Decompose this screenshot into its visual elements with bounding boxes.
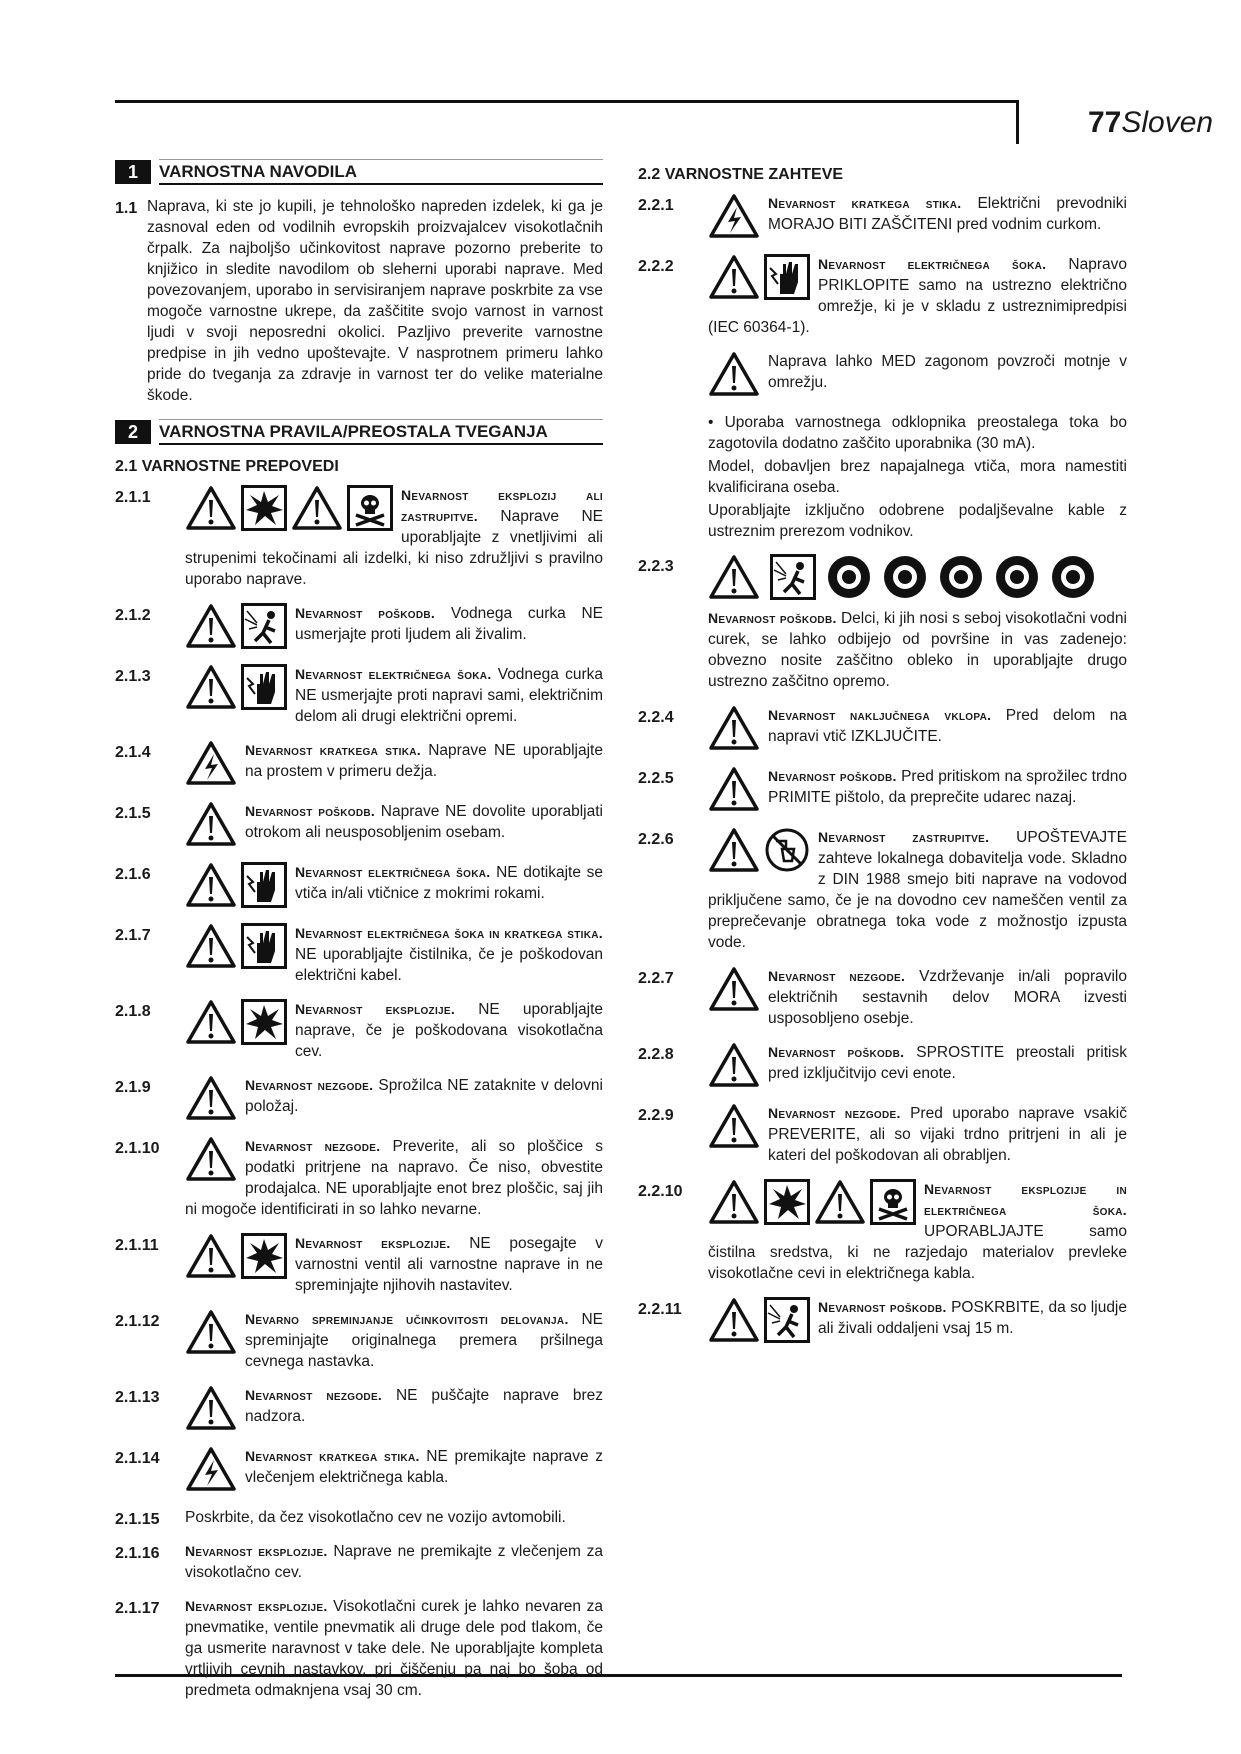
item-text: Naprave NE uporabljajte na prostem v primeru dežja. bbox=[245, 742, 603, 780]
warning-icon bbox=[708, 1103, 760, 1149]
item-number: 2.2.4 bbox=[638, 709, 674, 726]
warning-icon bbox=[708, 554, 760, 600]
hazard-icons bbox=[185, 664, 287, 710]
item-text: Pred uporabo naprave vsakič PREVERITE, ali so vijaki trdno pritrjeni in ali je kateri del poškodovan ali obrabljen. bbox=[768, 1105, 1127, 1164]
warning-icon bbox=[708, 766, 760, 812]
gloves-icon bbox=[994, 554, 1040, 600]
ppe-icons bbox=[708, 554, 1127, 600]
item-number: 2.1.3 bbox=[115, 668, 151, 685]
item-text: NE dotikajte se vtiča in/ali vtičnice z mokrimi rokami. bbox=[295, 864, 603, 902]
section-2-heading bbox=[115, 420, 603, 444]
item-text: 1 bbox=[115, 160, 151, 184]
item-1-1 bbox=[115, 196, 603, 406]
page-number bbox=[1088, 106, 1213, 140]
warning-icon bbox=[185, 1136, 237, 1182]
item-number: 2.1.11 bbox=[115, 1237, 159, 1254]
hazard-icons bbox=[185, 999, 287, 1045]
item-text: VARNOSTNA PRAVILA/PREOSTALA TVEGANJA bbox=[159, 419, 603, 445]
warning-icon bbox=[708, 705, 760, 751]
hazard-icons bbox=[708, 1179, 916, 1225]
item-text: Sloven bbox=[1121, 106, 1214, 139]
item-text: Pred delom na napravi vtič IZKLJUČITE. bbox=[768, 707, 1127, 745]
item-2-2-10 bbox=[638, 1179, 1127, 1284]
item-2-1-15 bbox=[115, 1507, 603, 1528]
item-2-1-10 bbox=[115, 1136, 603, 1220]
high-voltage-icon bbox=[185, 1446, 237, 1492]
item-text: Uporabljajte izključno odobrene podaljševalne kable z ustreznim prerezom vodnikov. bbox=[708, 502, 1127, 540]
item-number: 2.1.15 bbox=[115, 1511, 160, 1528]
warning-icon bbox=[185, 999, 237, 1045]
item-text: NE posegajte v varnostni ventil ali varnostne naprave in ne spreminjajte njihovih nastavitev. bbox=[295, 1235, 603, 1294]
item-number: 1.1 bbox=[115, 200, 138, 217]
warning-icon bbox=[185, 862, 237, 908]
hazard-icons bbox=[185, 485, 393, 531]
warning-icon bbox=[185, 603, 237, 649]
electric-shock-icon bbox=[241, 923, 287, 969]
item-number: 2.1.1 bbox=[115, 489, 151, 506]
warning-icon bbox=[185, 1309, 237, 1355]
warning-icon bbox=[708, 1297, 760, 1343]
requirements-notes bbox=[638, 412, 1127, 542]
hazard-label: Nevarnost kratkega stika. bbox=[245, 742, 421, 758]
hazard-icons bbox=[708, 254, 810, 300]
warning-icon bbox=[708, 827, 760, 873]
item-number: 2.1.13 bbox=[115, 1389, 160, 1406]
warning-icon bbox=[185, 923, 237, 969]
item-2-2-8 bbox=[638, 1042, 1127, 1090]
item-2-2-3 bbox=[638, 554, 1127, 692]
right-column bbox=[638, 160, 1127, 1358]
item-number: 2.1.17 bbox=[115, 1600, 160, 1617]
item-2-1-12 bbox=[115, 1309, 603, 1372]
item-text: NE spreminjajte originalnega premera pršilnega cevnega nastavka. bbox=[245, 1311, 603, 1370]
hazard-icons bbox=[185, 603, 287, 649]
item-2-1-14 bbox=[115, 1446, 603, 1494]
goggles-icon bbox=[1050, 554, 1096, 600]
item-text: NE premikajte naprave z vlečenjem električnega kabla. bbox=[245, 1448, 603, 1486]
item-text: Preverite, ali so ploščice s podatki pritrjene na napravo. Če niso, obvestite prodajalca. NE uporabljajte enot brez ploščic, saj jih ni mogoče identificirati in so lahko nevarne. bbox=[185, 1138, 603, 1218]
item-text: NE uporabljajte naprave, če je poškodovana visokotlačna cev. bbox=[295, 1001, 603, 1060]
item-number: 2.2.3 bbox=[638, 558, 674, 575]
header-rule bbox=[115, 100, 1018, 103]
high-voltage-icon bbox=[185, 740, 237, 786]
hazard-label: Nevarnost eksplozij ali zastrupitve. bbox=[401, 487, 603, 524]
item-2-2-7 bbox=[638, 966, 1127, 1029]
item-text: Sprožilca NE zataknite v delovni položaj. bbox=[245, 1077, 603, 1115]
warning-icon bbox=[185, 1075, 237, 1121]
header-rule-tick bbox=[1016, 100, 1019, 144]
item-2-1-11 bbox=[115, 1233, 603, 1296]
item-number: 2.2.8 bbox=[638, 1046, 674, 1063]
hazard-label: Nevarnost kratkega stika. bbox=[768, 195, 962, 211]
explosion-icon bbox=[241, 1233, 287, 1279]
warning-icon bbox=[708, 1179, 760, 1225]
warning-icon bbox=[185, 664, 237, 710]
item-text: 77 bbox=[1088, 106, 1122, 139]
toxic-icon bbox=[347, 485, 393, 531]
hazard-label: Nevarnost nezgode. bbox=[768, 1105, 901, 1121]
item-text: Naprave NE dovolite uporabljati otrokom ali neusposobljenim osebam. bbox=[245, 803, 603, 841]
item-text: • Uporaba varnostnega odklopnika preostalega toka bo zagotovila dodatno zaščito uporabnika (30 mA). bbox=[708, 414, 1127, 452]
electric-shock-icon bbox=[241, 862, 287, 908]
item-text: Model, dobavljen brez napajalnega vtiča, mora namestiti kvalificirana oseba. bbox=[708, 458, 1127, 496]
warning-icon bbox=[185, 1233, 237, 1279]
hazard-icons bbox=[185, 1385, 237, 1431]
hazard-label: Nevarnost poškodb. bbox=[768, 768, 897, 784]
warning-icon bbox=[708, 254, 760, 300]
hazard-icons bbox=[185, 1233, 287, 1279]
warning-icon bbox=[708, 1042, 760, 1088]
item-number: 2.2.5 bbox=[638, 770, 674, 787]
subsection-2-1-title: 2.1 VARNOSTNE PREPOVEDI bbox=[115, 458, 339, 475]
hazard-icons bbox=[185, 923, 287, 969]
item-text: Visokotlačni curek je lahko nevaren za pnevmatike, ventile pnevmatik ali druge dele pod tlakom, če ga usmerite naravnost v take dele. Ne uporabljajte kompleta vrtljivih cevnih nastavkov, pri čiščenju pa naj bo šoba od predmeta odmaknjena vsaj 30 cm. bbox=[185, 1598, 603, 1699]
hazard-icons bbox=[185, 1075, 237, 1121]
item-text: POSKRBITE, da so ljudje ali živali oddaljeni vsaj 15 m. bbox=[818, 1299, 1127, 1337]
item-2-1-7 bbox=[115, 923, 603, 986]
item-text: Napravo PRIKLOPITE samo na ustrezno električno omrežje, ki je v skladu z ustreznimipredpisi (IEC 60364-1). bbox=[708, 256, 1127, 336]
hazard-icons bbox=[708, 351, 760, 397]
hazard-label: Nevarnost poškodb. bbox=[245, 803, 376, 819]
item-number: 2.1.10 bbox=[115, 1140, 160, 1157]
item-number: 2.2.6 bbox=[638, 831, 674, 848]
item-2-1-16 bbox=[115, 1541, 603, 1583]
warning-icon bbox=[708, 966, 760, 1012]
item-2-1-1 bbox=[115, 485, 603, 590]
ear-protection-icon bbox=[938, 554, 984, 600]
hazard-label: Nevarnost eksplozije. bbox=[185, 1543, 328, 1559]
item-number: 2.2.9 bbox=[638, 1107, 674, 1124]
item-text: Vodnega curka NE usmerjajte proti ljudem ali živalim. bbox=[295, 605, 604, 643]
item-number: 2.1.4 bbox=[115, 744, 151, 761]
item-number: 2.1.8 bbox=[115, 1003, 151, 1020]
spray-person-icon bbox=[764, 1297, 810, 1343]
item-number: 2.2.1 bbox=[638, 197, 674, 214]
hazard-label: Nevarnost električnega šoka. bbox=[818, 256, 1047, 272]
item-text: NE uporabljajte čistilnika, če je poškodovan električni kabel. bbox=[295, 946, 603, 984]
section-1-heading bbox=[115, 160, 603, 184]
item-text: Naprave ne premikajte z vlečenjem za visokotlačno cev. bbox=[185, 1543, 603, 1581]
warning-icon bbox=[291, 485, 343, 531]
hazard-label: Nevarnost eksplozije. bbox=[185, 1598, 328, 1614]
hazard-label: Nevarnost električnega šoka. bbox=[295, 864, 491, 880]
item-number: 2.2.2 bbox=[638, 258, 674, 275]
warning-icon bbox=[708, 351, 760, 397]
hazard-label: Nevarnost električnega šoka. bbox=[295, 666, 492, 682]
item-2-1-2 bbox=[115, 603, 603, 651]
electric-shock-icon bbox=[241, 664, 287, 710]
item-2-2-2-note bbox=[638, 351, 1127, 399]
item-number: 2.1.14 bbox=[115, 1450, 160, 1467]
warning-icon bbox=[185, 485, 237, 531]
hazard-label: Nevarnost nezgode. bbox=[245, 1077, 374, 1093]
warning-icon bbox=[814, 1179, 866, 1225]
hazard-label: Nevarnost kratkega stika. bbox=[245, 1448, 420, 1464]
item-number: 2.1.7 bbox=[115, 927, 151, 944]
spray-person-icon bbox=[241, 603, 287, 649]
explosion-icon bbox=[241, 485, 287, 531]
item-text: Vodnega curka NE usmerjajte proti napravi sami, električnim delom ali drugi električni opremi. bbox=[295, 666, 603, 725]
item-number: 2.1.16 bbox=[115, 1545, 160, 1562]
item-2-1-5 bbox=[115, 801, 603, 849]
hazard-icons bbox=[708, 705, 760, 751]
hazard-label: Nevarnost električnega šoka in kratkega stika. bbox=[295, 925, 603, 941]
item-text: Naprava lahko MED zagonom povzroči motnje v omrežju. bbox=[768, 353, 1127, 391]
item-2-2-2 bbox=[638, 254, 1127, 338]
hazard-label: Nevarnost eksplozije. bbox=[295, 1235, 451, 1251]
item-text: NE puščajte naprave brez nadzora. bbox=[245, 1387, 604, 1425]
subsection-2-2-title: 2.2 VARNOSTNE ZAHTEVE bbox=[638, 166, 844, 183]
hazard-icons bbox=[185, 740, 237, 786]
hazard-label: Nevarnost nezgode. bbox=[768, 968, 906, 984]
item-2-1-8 bbox=[115, 999, 603, 1062]
item-number: 2.1.5 bbox=[115, 805, 151, 822]
hazard-icons bbox=[708, 766, 760, 812]
explosion-icon bbox=[241, 999, 287, 1045]
item-2-2-11 bbox=[638, 1297, 1127, 1345]
item-number: 2.1.2 bbox=[115, 607, 151, 624]
electric-shock-icon bbox=[764, 254, 810, 300]
item-2-2-5 bbox=[638, 766, 1127, 814]
item-2-1-13 bbox=[115, 1385, 603, 1433]
hazard-icons bbox=[185, 1136, 237, 1182]
item-2-1-17 bbox=[115, 1596, 603, 1701]
warning-icon bbox=[185, 1385, 237, 1431]
hazard-icons bbox=[185, 801, 237, 847]
hazard-label: Nevarnost poškodb. bbox=[295, 605, 436, 621]
left-column bbox=[115, 160, 603, 1714]
hazard-label: Nevarnost eksplozije. bbox=[295, 1001, 456, 1017]
hazard-label: Nevarnost poškodb. bbox=[708, 610, 837, 626]
toxic-icon bbox=[870, 1179, 916, 1225]
item-number: 2.2.7 bbox=[638, 970, 674, 987]
item-number: 2.1.9 bbox=[115, 1079, 151, 1096]
item-2-2-4 bbox=[638, 705, 1127, 753]
item-text: UPORABLJAJTE samo čistilna sredstva, ki ne razjedajo materialov prevleke visokotlačne cevi in električnega kabla. bbox=[708, 1223, 1127, 1282]
item-text: UPOŠTEVAJTE zahteve lokalnega dobavitelja vode. Skladno z DIN 1988 smejo biti naprave na vodovod priključene samo, če je na dovodno cev nameščen ventil za preprečevanje obratnega toka vode z možnostjo izpusta vode. bbox=[708, 829, 1127, 951]
hazard-icons bbox=[708, 1042, 760, 1088]
item-text: Pred pritiskom na sprožilec trdno PRIMITE pištolo, da preprečite udarec nazaj. bbox=[768, 768, 1128, 806]
item-text: Električni prevodniki MORAJO BITI ZAŠČITENI pred vodnim curkom. bbox=[768, 195, 1127, 233]
hazard-icons bbox=[708, 966, 760, 1012]
high-voltage-icon bbox=[708, 193, 760, 239]
item-2-2-9 bbox=[638, 1103, 1127, 1166]
hazard-icons bbox=[708, 193, 760, 239]
no-drinking-water-icon bbox=[764, 827, 810, 873]
item-text: SPROSTITE preostali pritisk pred izključitvijo cevi enote. bbox=[768, 1044, 1127, 1082]
hazard-label: Nevarno spreminjanje učinkovitosti delovanja. bbox=[245, 1311, 569, 1327]
protective-clothing-icon bbox=[826, 554, 872, 600]
hazard-label: Nevarnost naključnega vklopa. bbox=[768, 707, 992, 723]
hazard-label: Nevarnost nezgode. bbox=[245, 1387, 383, 1403]
hazard-icons bbox=[185, 1446, 237, 1492]
item-text: Delci, ki jih nosi s seboj visokotlačni vodni curek, se lahko odbijejo od površine in vas zadenejo: obvezno nosite zaščitno obleko in uporabljajte drugo ustrezno zaščitno opremo. bbox=[708, 610, 1127, 690]
hazard-icons bbox=[185, 1309, 237, 1355]
item-2-1-3 bbox=[115, 664, 603, 727]
item-text: 2 bbox=[115, 420, 151, 444]
item-2-1-9 bbox=[115, 1075, 603, 1123]
hazard-icons bbox=[708, 827, 810, 873]
helmet-icon bbox=[882, 554, 928, 600]
hazard-label: Nevarnost nezgode. bbox=[245, 1138, 381, 1154]
explosion-icon bbox=[764, 1179, 810, 1225]
item-2-1-4 bbox=[115, 740, 603, 788]
item-text: Naprava, ki ste jo kupili, je tehnološko napreden izdelek, ki ga je zasnoval eden od vodilnih evropskih proizvajalcev visokotlačnih črpalk. Za najboljšo učinkovitost naprave pozorno preberite to knjižico in sledite navodilom ob sleherni uporabi naprave. Med povezovanjem, uporabo in servisiranjem naprave poskrbite za vse mogoče varnostne ukrepe, da zaščitite svojo varnost in varnost ljudi v svoji neposredni okolici. Pazljivo preverite varnostne predpise in jih vedno upoštevajte. V nasprotnem primeru lahko pride do tveganja za zdravje in varnost ter do velike materialne škode. bbox=[147, 198, 603, 404]
hazard-label: Nevarnost poškodb. bbox=[768, 1044, 905, 1060]
warning-icon bbox=[185, 801, 237, 847]
item-number: 2.2.11 bbox=[638, 1301, 682, 1318]
item-number: 2.1.6 bbox=[115, 866, 151, 883]
hazard-icons bbox=[185, 862, 287, 908]
item-text: Poskrbite, da čez visokotlačno cev ne vozijo avtomobili. bbox=[185, 1509, 566, 1526]
item-number: 2.1.12 bbox=[115, 1313, 160, 1330]
item-2-1-6 bbox=[115, 862, 603, 910]
item-2-2-1 bbox=[638, 193, 1127, 241]
hazard-label: Nevarnost zastrupitve. bbox=[818, 829, 990, 845]
hazard-icons bbox=[708, 1297, 810, 1343]
hazard-label: Nevarnost eksplozije in električnega šoka. bbox=[924, 1181, 1127, 1218]
item-text: VARNOSTNA NAVODILA bbox=[159, 159, 603, 185]
item-text: Vzdrževanje in/ali popravilo električnih sestavnih delov MORA izvesti usposobljeno osebje. bbox=[768, 968, 1127, 1027]
hazard-icons bbox=[708, 1103, 760, 1149]
item-text: Naprave NE uporabljajte z vnetljivimi ali strupenimi tekočinami ali izdelki, ki niso združljivi s pravilno uporabo naprave. bbox=[185, 508, 603, 588]
item-2-2-6 bbox=[638, 827, 1127, 953]
item-number: 2.2.10 bbox=[638, 1183, 683, 1200]
debris-icon bbox=[770, 554, 816, 600]
hazard-label: Nevarnost poškodb. bbox=[818, 1299, 947, 1315]
